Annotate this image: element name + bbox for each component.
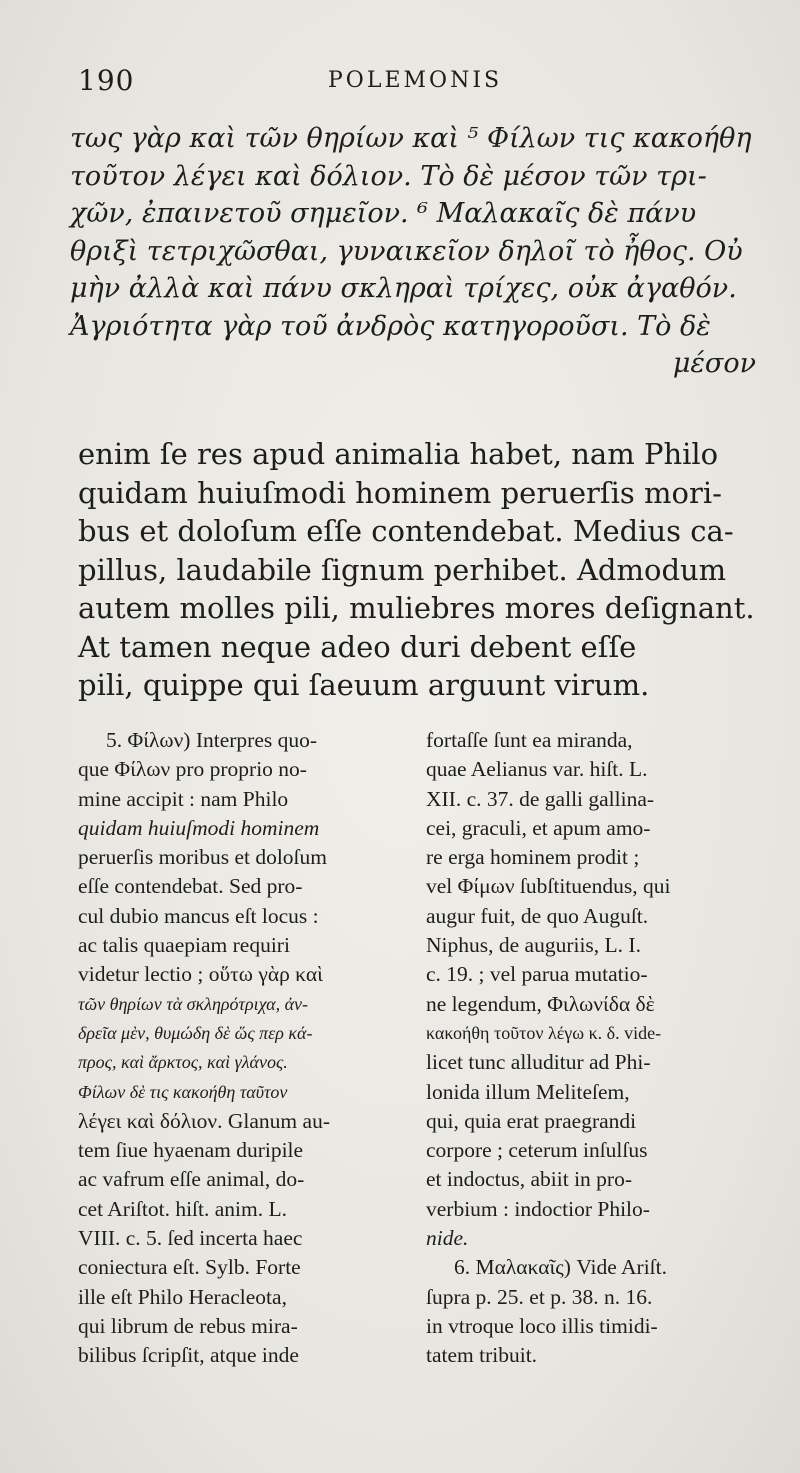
footnote-line: tatem tribuit. <box>426 1343 538 1368</box>
footnote-line: corpore ; ceterum inſulſus <box>426 1138 648 1163</box>
footnote-line: verbium : indoctior Philo- <box>426 1196 650 1221</box>
footnote-line: augur fuit, de quo Auguſt. <box>426 903 649 928</box>
page-number: 190 <box>78 64 135 97</box>
footnote-line: Niphus, de auguriis, L. I. <box>426 933 641 958</box>
footnote-line: ac talis quaepiam requiri <box>78 933 290 958</box>
latin-line: autem molles pili, muliebres mores deſignant. <box>78 591 755 625</box>
greek-line: τοῦτον λέγει καὶ δόλιον. Τὸ δὲ μέσον τῶν τρι- <box>70 160 707 192</box>
footnote-line: XII. c. 37. de galli gallina- <box>426 786 655 811</box>
latin-line: enim ſe res apud animalia habet, nam Philo <box>78 437 719 471</box>
footnote-line: δρεῖα μὲν, θυμώδη δὲ ὥς περ κά- <box>78 1022 313 1043</box>
footnote-line: ac vafrum eſſe animal, do- <box>78 1167 305 1192</box>
greek-line: χῶν, ἐπαινετοῦ σημεῖον. ⁶ Μαλακαῖς δὲ πάνυ <box>70 198 697 229</box>
latin-line: At tamen neque adeo duri debent eſſe <box>78 629 637 664</box>
latin-line: pillus, laudabile ſignum perhibet. Admodum <box>78 552 727 587</box>
footnote-line: ille eſt Philo Heracleota, <box>78 1284 287 1309</box>
footnote-line: Φίλων δὲ τις κακοήθη ταῦτον <box>78 1081 288 1102</box>
footnotes <box>78 726 768 1406</box>
footnotes-right-column <box>426 726 761 1371</box>
footnote-line: κακοήθη τοῦτον λέγω κ. δ. vide- <box>426 1022 662 1043</box>
footnote-line: in vtroque loco illis timidi- <box>426 1313 658 1338</box>
footnote-line: quae Aelianus var. hiſt. L. <box>426 757 648 782</box>
greek-line: Ἀγριότητα γὰρ τοῦ ἀνδρὸς κατηγοροῦσι. Τὸ δὲ <box>70 310 711 342</box>
footnote-line: cei, graculi, et apum amo- <box>426 815 651 840</box>
footnote-line: quidam huiuſmodi hominem <box>78 815 320 840</box>
footnote-line: qui, quia erat praegrandi <box>426 1108 637 1133</box>
footnotes-left-column <box>78 726 413 1371</box>
latin-translation-block <box>78 435 768 705</box>
greek-line: μὴν ἀλλὰ καὶ πάνυ σκληραὶ τρίχες, οὐκ ἀγαθόν. <box>70 273 737 304</box>
footnote-line: lonida illum Meliteſem, <box>426 1079 630 1104</box>
footnote-line: 6. Μαλακαῖς) Vide Ariſt. <box>454 1255 667 1280</box>
footnote-line: c. 19. ; vel parua mutatio- <box>426 962 648 987</box>
footnote-line: licet tunc alluditur ad Phi- <box>426 1050 651 1075</box>
footnote-line: VIII. c. 5. ſed incerta haec <box>78 1226 303 1251</box>
footnote-line: coniectura eſt. Sylb. Forte <box>78 1255 301 1280</box>
greek-text-block <box>70 120 770 383</box>
footnote-line: qui librum de rebus mira- <box>78 1313 298 1338</box>
footnote-line: λέγει καὶ δόλιον. Glanum au- <box>78 1108 330 1133</box>
footnote-line: bilibus ſcripſit, atque inde <box>78 1343 299 1368</box>
footnote-line: eſſe contendebat. Sed pro- <box>78 874 303 899</box>
footnote-line: mine accipit : nam Philo <box>78 786 289 811</box>
footnote-line: peruerſis moribus et doloſum <box>78 845 328 870</box>
footnote-line: et indoctus, abiit in pro- <box>426 1167 633 1192</box>
footnote-line: nide. <box>426 1226 469 1251</box>
running-head: POLEMONIS <box>328 68 503 93</box>
footnote-line: re erga hominem prodit ; <box>426 845 640 870</box>
footnote-line: τῶν θηρίων τὰ σκληρότριχα, ἀν- <box>78 993 309 1014</box>
footnote-line: 5. Φίλων) Interpres quo- <box>106 728 318 752</box>
footnote-line: vel Φίμων ſubſtituendus, qui <box>426 874 671 899</box>
footnote-line: que Φίλων pro proprio no- <box>78 757 307 782</box>
catchword: μέσον <box>672 348 756 379</box>
footnote-line: cet Ariſtot. hiſt. anim. L. <box>78 1196 287 1221</box>
footnote-line: videtur lectio ; οὕτω γὰρ καὶ <box>78 962 323 987</box>
latin-line: pili, quippe qui ſaeuum arguunt virum. <box>78 668 650 702</box>
footnote-line: προς, καὶ ἄρκτος, καὶ γλάνος. <box>78 1052 288 1073</box>
footnote-line: ne legendum, Φιλωνίδα δὲ <box>426 991 655 1016</box>
footnote-line: ſupra p. 25. et p. 38. n. 16. <box>426 1284 653 1309</box>
latin-line: quidam huiuſmodi hominem peruerſis mori- <box>78 475 722 510</box>
footnote-line: cul dubio mancus eſt locus : <box>78 903 319 928</box>
greek-line: θριξὶ τετριχῶσθαι, γυναικεῖον δηλοῖ τὸ ἦθος. Οὐ <box>70 235 743 267</box>
greek-line: τως γὰρ καὶ τῶν θηρίων καὶ ⁵ Φίλων τις κακοήθη <box>70 123 752 154</box>
page-header <box>78 64 718 97</box>
latin-line: bus et doloſum eſſe contendebat. Medius ca- <box>78 514 734 548</box>
footnote-line: tem ſiue hyaenam duripile <box>78 1138 304 1163</box>
footnote-line: fortaſſe ſunt ea miranda, <box>426 728 633 752</box>
